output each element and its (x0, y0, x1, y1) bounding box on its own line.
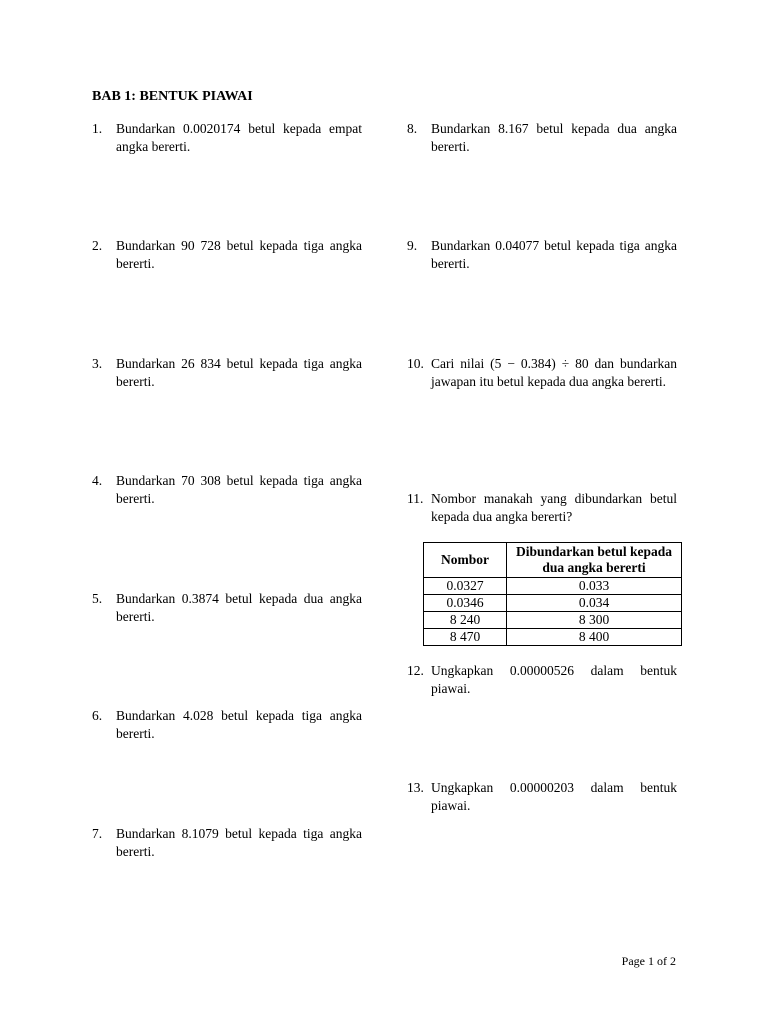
table-cell: 8 400 (507, 629, 682, 646)
question-text: Bundarkan 70 308 betul kepada tiga angka bererti. (116, 473, 362, 506)
question-2 (92, 237, 362, 273)
table-row (424, 595, 682, 612)
question-number: 5. (92, 591, 103, 606)
question-3 (92, 355, 362, 391)
page-title: BAB 1: BENTUK PIAWAI (92, 89, 253, 104)
question-number: 3. (92, 356, 103, 371)
question-number: 9. (407, 238, 418, 253)
question-12 (407, 662, 677, 698)
question-text: Bundarkan 0.0020174 betul kepada empat angka bererti. (116, 121, 362, 154)
question-10 (407, 355, 677, 391)
question-number: 7. (92, 826, 103, 841)
question-9 (407, 237, 677, 273)
table-cell: 0.0327 (424, 578, 507, 595)
table-cell: 8 300 (507, 612, 682, 629)
question-text: Bundarkan 0.04077 betul kepada tiga angka bererti. (431, 238, 677, 271)
question-number: 11. (407, 491, 424, 506)
rounding-table (423, 542, 682, 646)
question-text: Nombor manakah yang dibundarkan betul kepada dua angka bererti? (431, 491, 677, 524)
question-number: 4. (92, 473, 103, 488)
question-text: Ungkapkan 0.00000203 dalam bentuk piawai. (431, 780, 677, 813)
question-number: 2. (92, 238, 103, 253)
question-text: Ungkapkan 0.00000526 dalam bentuk piawai. (431, 663, 677, 696)
question-text: Bundarkan 4.028 betul kepada tiga angka bererti. (116, 708, 362, 741)
table-header: Nombor (424, 543, 507, 578)
question-1 (92, 120, 362, 156)
question-13 (407, 779, 677, 815)
question-text: Bundarkan 90 728 betul kepada tiga angka bererti. (116, 238, 362, 271)
question-8 (407, 120, 677, 156)
table-row (424, 612, 682, 629)
table-cell: 0.034 (507, 595, 682, 612)
table-cell: 0.0346 (424, 595, 507, 612)
question-number: 12. (407, 663, 424, 678)
question-number: 1. (92, 121, 103, 136)
question-11 (407, 490, 677, 526)
table-cell: 0.033 (507, 578, 682, 595)
question-text: Cari nilai (5 − 0.384) ÷ 80 dan bundarkan jawapan itu betul kepada dua angka bererti. (431, 356, 677, 389)
question-7 (92, 825, 362, 861)
question-5 (92, 590, 362, 626)
table-row (424, 578, 682, 595)
table-cell: 8 470 (424, 629, 507, 646)
page-number: Page 1 of 2 (621, 954, 676, 968)
question-6 (92, 707, 362, 743)
question-number: 13. (407, 780, 424, 795)
question-text: Bundarkan 8.1079 betul kepada tiga angka bererti. (116, 826, 362, 859)
question-text: Bundarkan 0.3874 betul kepada dua angka bererti. (116, 591, 362, 624)
table-header: Dibundarkan betul kepada dua angka bererti (507, 543, 682, 578)
table-row (424, 629, 682, 646)
question-number: 8. (407, 121, 418, 136)
question-number: 6. (92, 708, 103, 723)
question-text: Bundarkan 8.167 betul kepada dua angka bererti. (431, 121, 677, 154)
question-text: Bundarkan 26 834 betul kepada tiga angka bererti. (116, 356, 362, 389)
table-cell: 8 240 (424, 612, 507, 629)
question-4 (92, 472, 362, 508)
question-number: 10. (407, 356, 424, 371)
